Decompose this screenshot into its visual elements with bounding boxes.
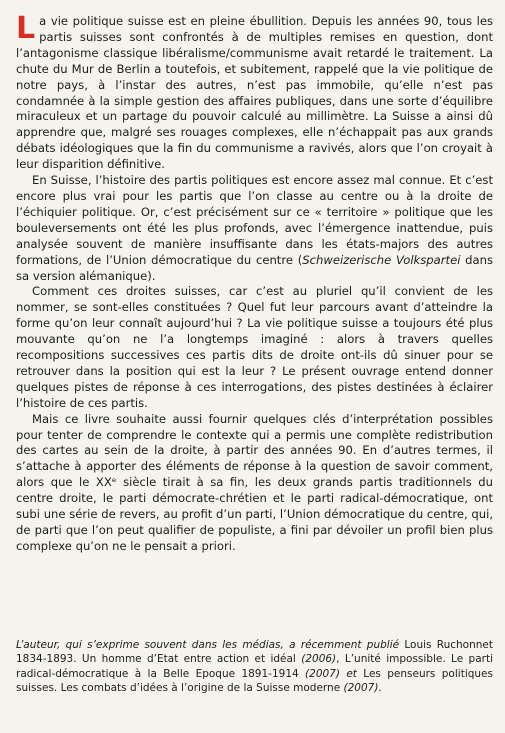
paragraph-3: Comment ces droites suisses, car c’est au pluriel qu’il convient de les nommer, se sont-elles constituées ? Quel fut leur parcours avant d’atteindre la forme qu’on leur connaît aujourd’hui ? La vie politique suisse a toujours été plus mouvante qu’on ne l’a longtemps imaginé : alors à travers quelles recompositions successives ces partis dits de droite ont-ils dû sinuer pour se retrouver dans la position qui est la leur ? Le présent ouvrage entend donner quelques pistes de réponse à ces interrogations, des pistes destinées à éclairer l’histoire de ces partis. bbox=[16, 284, 493, 410]
paragraph-2-italic: Schweizerische Volkspartei bbox=[302, 252, 461, 267]
paragraph-1 bbox=[16, 11, 493, 173]
bio-book-1: Louis Ruchonnet 1834-1893. Un homme d’Etat entre action et idéal bbox=[16, 639, 493, 666]
paragraph-4: Mais ce livre souhaite aussi fournir quelques clés d’interprétation possibles pour tenter de comprendre le contexte qui a permis une complète redistribution des cartes au sein de la droite, à partir des années 90. En d’autres termes, il s’attache à apporter des éléments de réponse à la question de savoir comment, alors que le XXᵉ siècle tirait à sa fin, les deux grands partis traditionnels du centre droite, le parti démocrate-chrétien et le parti radical-démocratique, ont subi une série de revers, au profit d’un parti, l’Union démocratique du centre, qui, de parti que l’on peut qualifier de populiste, a fini par dévoiler un profil bien plus complexe qu’on ne le pensait a priori. bbox=[16, 411, 493, 553]
paragraph-2-text-b: dans sa version alémanique). bbox=[16, 252, 494, 283]
paragraph-1-text: a vie politique suisse est en pleine ébullition. Depuis les années 90, tous les partis suisses sont confrontés à de multiples remises en question, dont l’antagonisme classique libéralisme/communisme avait retardé le traitement. La chute du Mur de Berlin a toutefois, et subitement, rappelé que la vie politique de notre pays, à l’instar des autres, n’est pas immobile, qu’elle n’est pas condamnée à la simple gestion des affaires publiques, dans une sorte d’équilibre miraculeux et un partage du pouvoir calculé au millimètre. La Suisse a ainsi dû apprendre que, malgré ses rouages complexes, elle n’échappait pas aux grands débats idéologiques que la fin du communisme a ravivés, alors que l’on croyait à leur disparition définitive. bbox=[16, 14, 493, 172]
back-cover-text bbox=[16, 11, 494, 555]
bio-intro: L’auteur, qui s’exprime souvent dans les médias, a récemment publié bbox=[16, 639, 400, 651]
bio-end: . bbox=[378, 682, 382, 695]
bio-conjunction: et bbox=[339, 667, 357, 680]
drop-cap: L bbox=[16, 11, 36, 46]
paragraph-2-text-a: En Suisse, l’histoire des partis politiques est encore assez mal connue. Et c’est encore plus vrai pour les partis que l’on classe au centre ou à la droite de l’échiquier politique. Or, c’est précisément sur ce « territoire » politique que les bouleversements ont été les plus profonds, avec l’émergence inattendue, puis analysée souvent de manière insuffisante dans les états-majors des autres formations, de l’Union démocratique du centre ( bbox=[16, 173, 493, 267]
bio-year-2: (2007) bbox=[305, 667, 340, 680]
bio-book-2: , L’unité impossible. Le parti radical-démocratique à la Belle Epoque 1891-1914 bbox=[16, 653, 494, 680]
paragraph-2 bbox=[16, 173, 493, 284]
author-bio bbox=[16, 638, 493, 696]
bio-year-1: (2006) bbox=[301, 653, 337, 666]
bio-book-3: Les penseurs politiques suisses. Les combats d’idées à l’origine de la Suisse moderne bbox=[16, 667, 493, 695]
bio-year-3: (2007) bbox=[343, 682, 379, 695]
